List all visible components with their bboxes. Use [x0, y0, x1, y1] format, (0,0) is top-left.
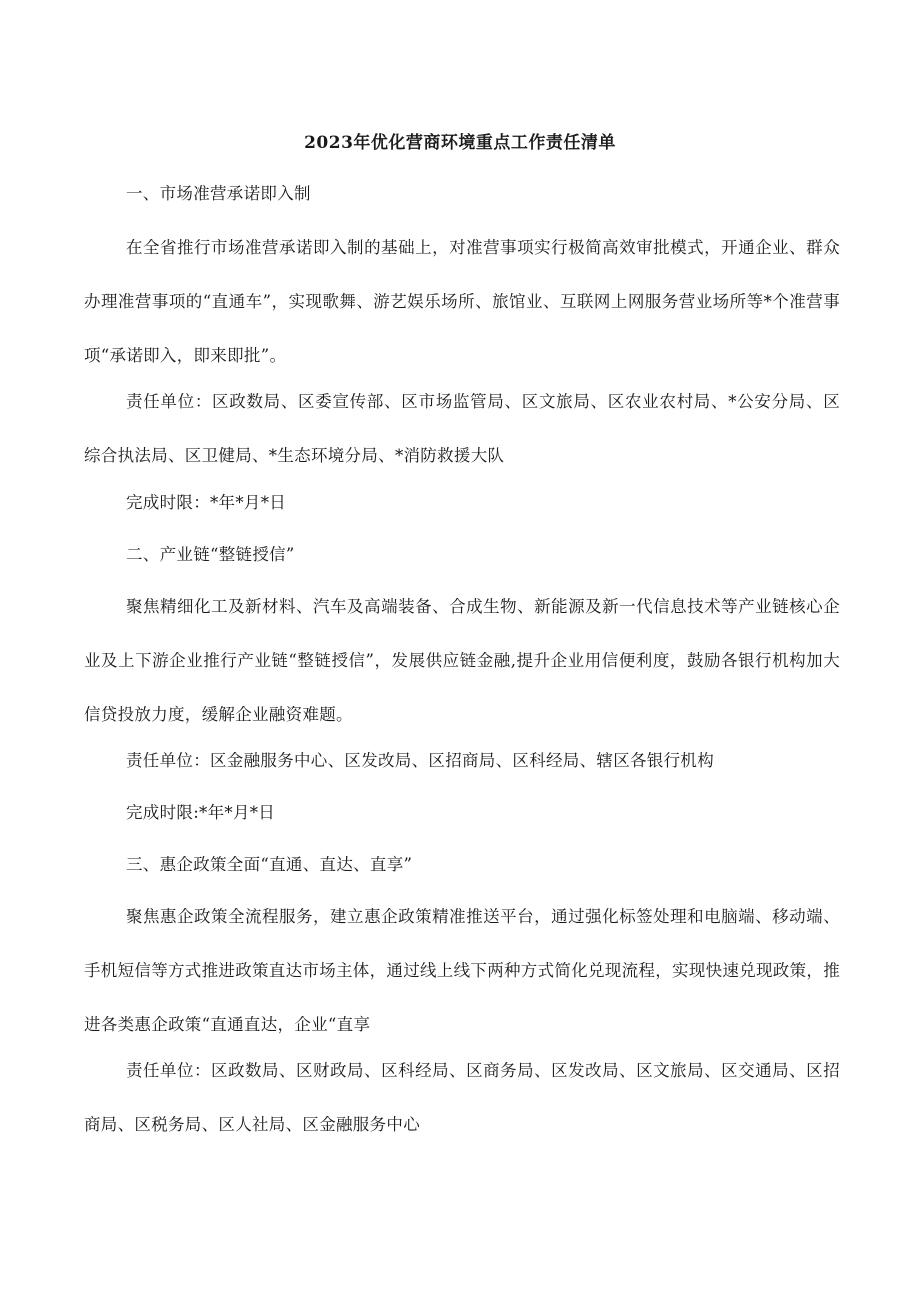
- section-heading-2: 二、产业链“整链授信”: [126, 545, 295, 564]
- section-heading-3: 三、惠企政策全面“直通、直达、直享”: [126, 855, 413, 874]
- section-responsible-2: 责任单位：区金融服务中心、区发改局、区招商局、区科经局、辖区各银行机构: [126, 751, 714, 770]
- section-heading-1: 一、市场准营承诺即入制: [126, 184, 311, 203]
- section-body-3: 聚焦惠企政策全流程服务，建立惠企政策精准推送平台，通过强化标签处理和电脑端、移动端、手机短信等方式推进政策直达市场主体，通过线上线下两种方式简化兑现流程，实现快速兑现政策，推进各类惠企政策“直通直达，企业“直享: [84, 907, 840, 1034]
- section-deadline-1: 完成时限：*年*月*日: [126, 493, 287, 512]
- section-responsible-3: 责任单位：区政数局、区财政局、区科经局、区商务局、区发改局、区文旅局、区交通局、区招商局、区税务局、区人社局、区金融服务中心: [84, 1061, 840, 1134]
- section-responsible-1: 责任单位：区政数局、区委宣传部、区市场监管局、区文旅局、区农业农村局、*公安分局、区综合执法局、区卫健局、*生态环境分局、*消防救援大队: [84, 392, 840, 465]
- section-deadline-2: 完成时限:*年*月*日: [126, 803, 276, 822]
- section-body-1: 在全省推行市场准营承诺即入制的基础上，对准营事项实行极简高效审批模式，开通企业、群众办理准营事项的“直通车”，实现歌舞、游艺娱乐场所、旅馆业、互联网上网服务营业场所等*个准营事项“承诺即入，即来即批”。: [84, 238, 840, 365]
- section-body-2: 聚焦精细化工及新材料、汽车及高端装备、合成生物、新能源及新一代信息技术等产业链核心企业及上下游企业推行产业链“整链授信”，发展供应链金融,提升企业用信便利度，鼓励各银行机构加大信贷投放力度，缓解企业融资难题。: [84, 597, 840, 724]
- document-title: 2023年优化营商环境重点工作责任清单: [304, 133, 616, 153]
